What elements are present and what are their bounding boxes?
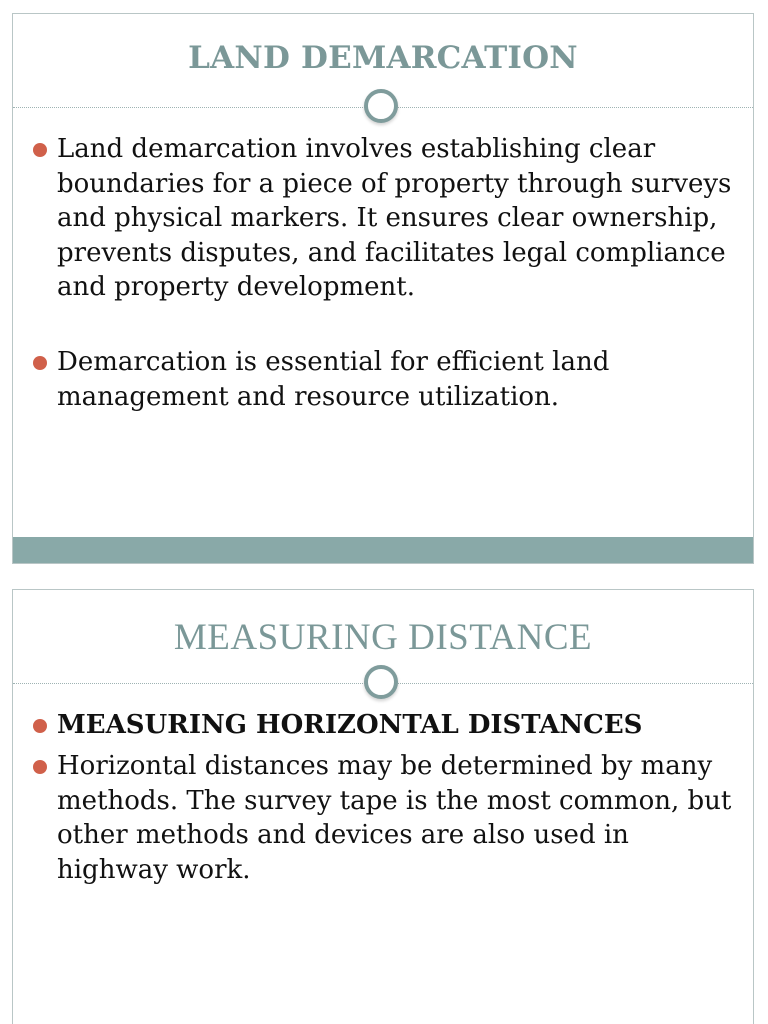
bullet-item [33,132,733,305]
bullet-item [33,345,733,414]
bullet-dot-icon [33,760,47,774]
footer-band [13,537,753,563]
ring-ornament-icon [364,665,398,699]
slide-land-demarcation [12,13,754,564]
bullet-text: Horizontal distances may be determined by many methods. The survey tape is the most common, but other methods and devices are also used in highway work. [57,751,732,885]
bullet-text: Demarcation is essential for efficient land management and resource utilization. [57,347,610,412]
bullet-dot-icon [33,719,47,733]
slide-measuring-distance [12,589,754,1024]
bullet-item [33,749,733,887]
ring-ornament-icon [364,89,398,123]
bullet-dot-icon [33,143,47,157]
bullet-text: Land demarcation involves establishing clear boundaries for a piece of property through surveys and physical markers. It ensures clear ownership, prevents disputes, and facilitates legal compliance and property development. [57,134,732,302]
slide-title: MEASURING DISTANCE [173,617,593,658]
bullet-dot-icon [33,356,47,370]
slide-title: LAND DEMARCATION [188,40,578,76]
bullet-heading: MEASURING HORIZONTAL DISTANCES [57,710,643,740]
bullet-item [33,708,733,743]
